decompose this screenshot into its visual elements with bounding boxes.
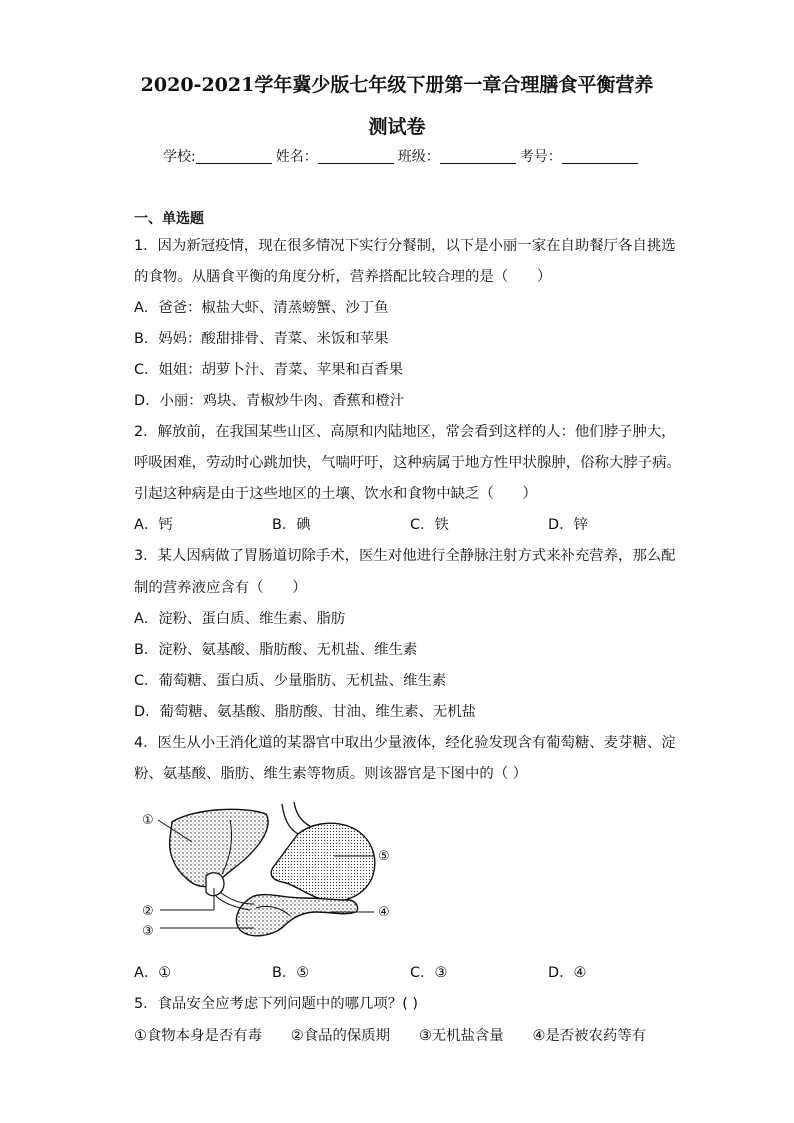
gallbladder-shape — [206, 873, 224, 896]
id-label: 考号： — [519, 149, 562, 165]
school-label: 学校: — [163, 149, 196, 165]
q4-option-c: C．③ — [410, 965, 448, 981]
q4-option-d: D．④ — [548, 965, 587, 981]
q4-stem-line1: 4．医生从小王消化道的某器官中取出少量液体，经化验发现含有葡萄糖、麦芽糖、淀 — [134, 735, 676, 751]
q4-stem-line2: 粉、氨基酸、脂肪、维生素等物质。则该器官是下图中的（ ） — [134, 766, 528, 782]
q2-option-a: A．钙 — [134, 517, 173, 533]
q2-stem-line3: 引起这种病是由于这些地区的土壤、饮水和食物中缺乏（ ） — [134, 486, 537, 502]
diagram-label-5: ⑤ — [378, 849, 390, 864]
section-title: 一、单选题 — [134, 211, 204, 227]
q1-option-b: B．妈妈：酸甜排骨、青菜、米饭和苹果 — [134, 331, 389, 347]
q2-option-d: D．锌 — [548, 517, 588, 533]
q5-stem: 5．食品安全应考虑下列问题中的哪几项？( ) — [134, 996, 418, 1012]
diagram-label-3: ③ — [142, 924, 154, 939]
name-label: 姓名： — [275, 149, 318, 165]
q1-option-d: D．小丽：鸡块、青椒炒牛肉、香蕉和橙汁 — [134, 393, 405, 409]
stomach-shape — [271, 823, 375, 901]
q1-option-a: A．爸爸：椒盐大虾、清蒸螃蟹、沙丁鱼 — [134, 300, 389, 316]
q1-option-c: C．姐姐：胡萝卜汁、青菜、苹果和百香果 — [134, 362, 404, 378]
q4-option-a: A．① — [134, 965, 172, 981]
page-title-line2: 测试卷 — [368, 116, 426, 138]
q3-option-c: C．葡萄糖、蛋白质、少量脂肪、无机盐、维生素 — [134, 673, 447, 689]
student-info-row — [163, 146, 642, 166]
q4-option-b: B．⑤ — [272, 965, 310, 981]
diagram-label-1: ① — [142, 813, 154, 828]
q1-stem-line1: 1．因为新冠疫情，现在很多情况下实行分餐制，以下是小丽一家在自助餐厅各自挑选 — [134, 238, 676, 254]
page-title: 2020-2021学年冀少版七年级下册第一章合理膳食平衡营养 — [140, 74, 654, 96]
class-blank — [440, 149, 516, 164]
q1-stem-line2: 的食物。从膳食平衡的角度分析，营养搭配比较合理的是（ ） — [134, 269, 552, 285]
q2-stem-line2: 呼吸困难，劳动时心跳加快，气喘吁吁，这种病属于地方性甲状腺肿，俗称大脖子病。 — [134, 455, 681, 471]
diagram-label-4: ④ — [378, 905, 390, 920]
name-blank — [318, 149, 394, 164]
q2-option-c: C．铁 — [410, 517, 449, 533]
q3-option-b: B．淀粉、氨基酸、脂肪酸、无机盐、维生素 — [134, 642, 418, 658]
school-blank — [196, 149, 272, 164]
class-label: 班级： — [397, 149, 440, 165]
q2-option-b: B．碘 — [272, 517, 311, 533]
digestive-organs-diagram — [134, 800, 404, 950]
diagram-label-2: ② — [142, 904, 154, 919]
q3-stem-line1: 3．某人因病做了胃肠道切除手术，医生对他进行全静脉注射方式来补充营养，那么配 — [134, 548, 676, 564]
q2-stem-line1: 2．解放前，在我国某些山区、高原和内陆地区，常会看到这样的人：他们脖子肿大， — [134, 424, 676, 440]
duodenum-shape — [236, 895, 357, 936]
q5-items: ①食物本身是否有毒 ②食品的保质期 ③无机盐含量 ④是否被农药等有 — [134, 1028, 647, 1044]
q3-stem-line2: 制的营养液应含有（ ） — [134, 580, 307, 596]
id-blank — [562, 149, 638, 164]
q3-option-a: A．淀粉、蛋白质、维生素、脂肪 — [134, 611, 346, 627]
q3-option-d: D．葡萄糖、氨基酸、脂肪酸、甘油、维生素、无机盐 — [134, 704, 477, 720]
